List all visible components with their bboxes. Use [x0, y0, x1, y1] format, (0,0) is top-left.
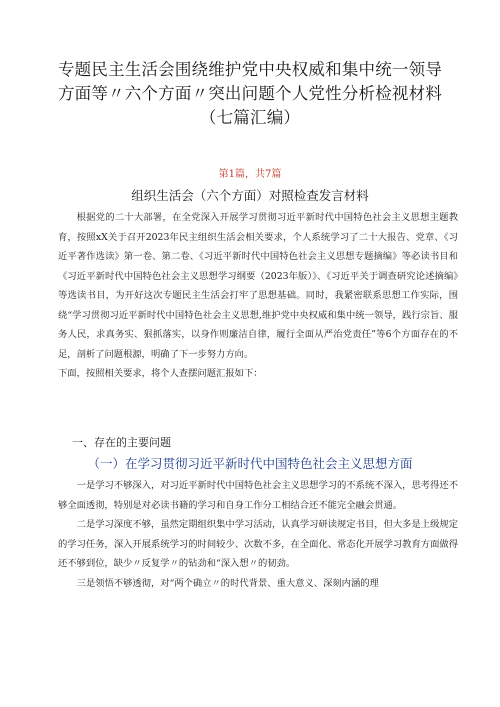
- intro-paragraph-2: 下面，按照相关要求，将个人查摆问题汇报如下：: [58, 368, 263, 379]
- issue-item-3: 三是领悟不够透彻，对“两个确立〃的时代背景、重大意义、深刻内涵的理: [76, 577, 379, 589]
- title-line-2: 方面等〃六个方面〃突出问题个人党性分析检视材料: [57, 84, 443, 103]
- title-line-1: 专题民主生活会围绕维护党中央权威和集中统一领导: [57, 60, 443, 79]
- section-heading: 一、存在的主要问题: [72, 436, 171, 449]
- document-subtitle: 组织生活会（六个方面）对照检查发言材料: [131, 188, 369, 203]
- issue-item-1: 一是学习不够深入，对习近平新时代中国特色社会主义思想学习的不系统不深入，思考得还不够全面透彻，特别是对必读书籍的学习和自身工作分工相结合还不能完全融会贯通。: [58, 480, 458, 511]
- document-title: [40, 58, 460, 130]
- intro-section: [58, 208, 458, 384]
- part-number: 第1篇，共7篇: [218, 169, 282, 180]
- issues-section: [58, 476, 458, 593]
- issue-item-2: 二是学习深度不够，虽然定期组织集中学习活动，认真学习研读规定书目，但大多是上级规定的学习任务，深入开展系统学习的时间较少、次数不多，在全面化、常态化开展学习教育方面做得还不够到位，缺少〃反复学〃的钻劲和“深入想〃的韧劲。: [58, 519, 458, 569]
- intro-paragraph: 根据党的二十大部署，在全党深入开展学习贯彻习近平新时代中国特色社会主义思想主题教育，按照xX关于召开2023年民主组织生活会相关要求，个人系统学习了二十大报告、党章、《习近平著作选读》第一卷、第二卷、《习近平新时代中国特色社会主义思想专题摘编》等必读书目和《习近平新时代中国特色社会主义思想学习纲要（2023年版）》、《习近平关于调查研究论述摘编》等选读书目，为开好这次专题民主生活会打牢了思想基础。同时，我紧密联系思想工作实际，围绕“学习贯彻习近平新时代中国特色社会主义思想,维护党中央权威和集中统一领导，践行宗旨、服务人民，求真务实、狠抓落实，以身作则廉洁自律，履行全面从严治党责任”等6个方面存在的不足，剖析了问题根源，明确了下一步努力方向。: [58, 212, 458, 360]
- title-line-3: （七篇汇编）: [199, 108, 301, 127]
- subsection-heading: （一）在学习贯彻习近平新时代中国特色社会主义思想方面: [87, 456, 413, 471]
